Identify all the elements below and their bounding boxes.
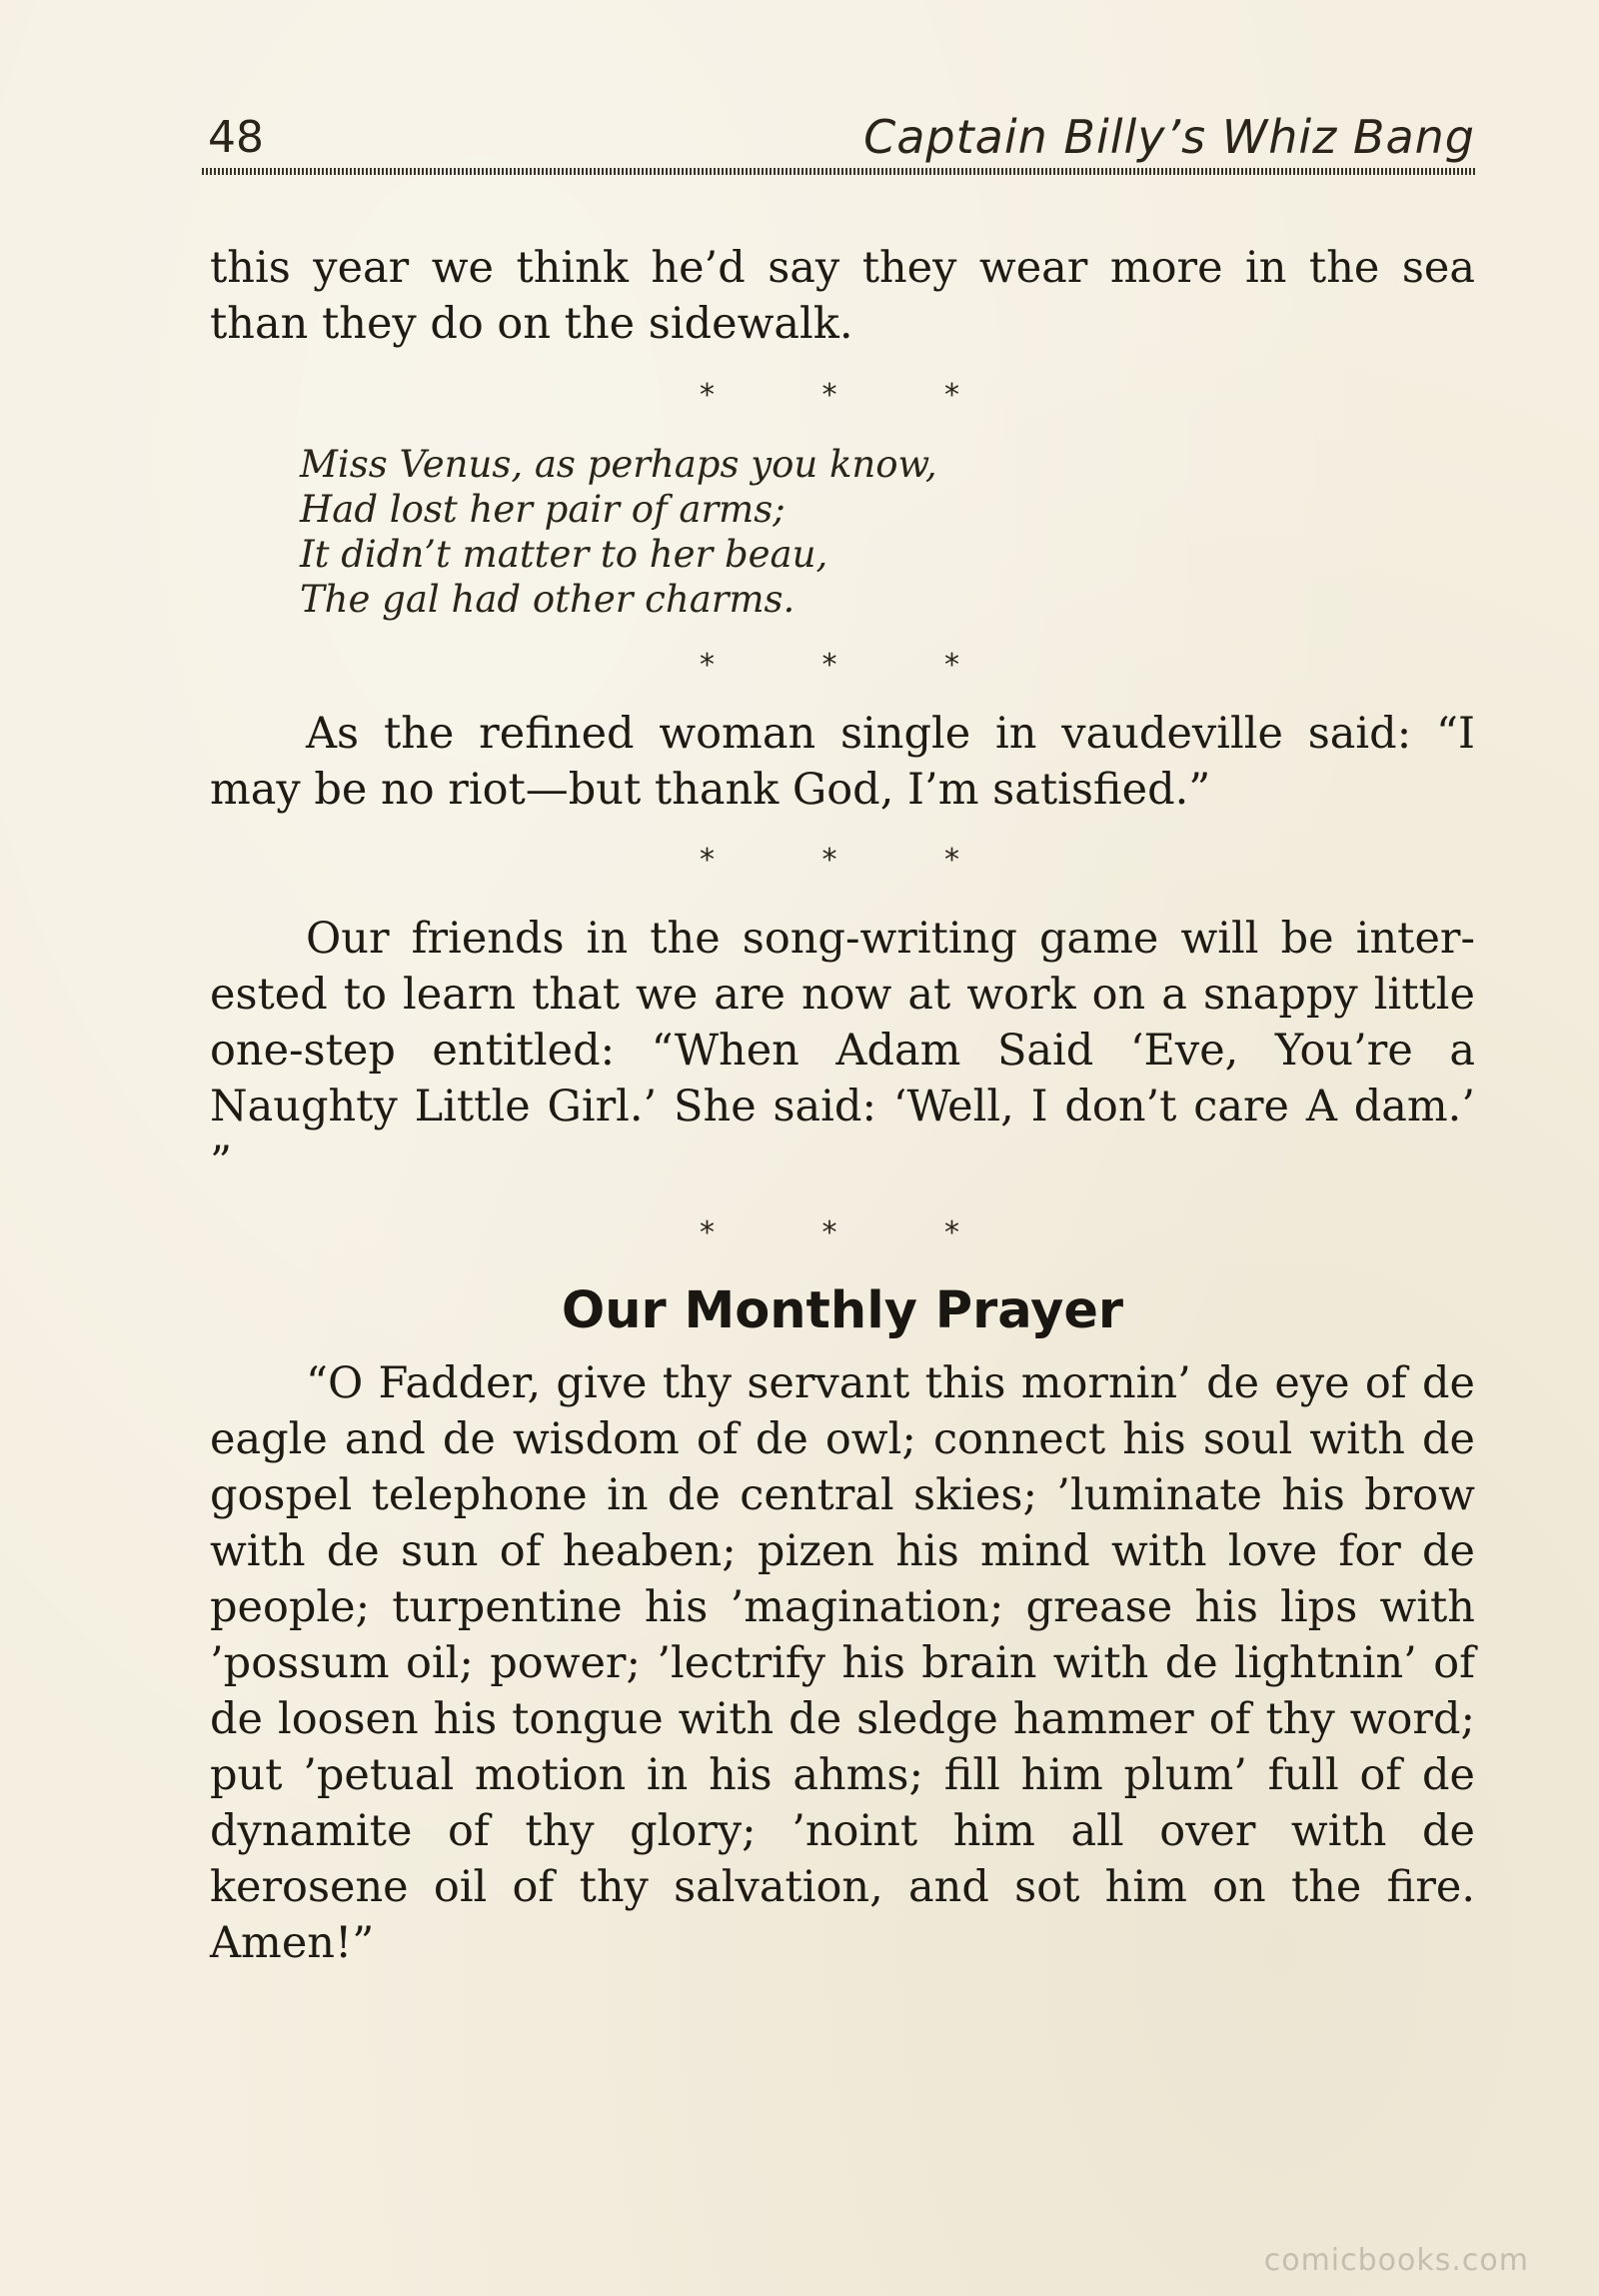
continuation-paragraph: this year we think he’d say they wear more in the sea than they do on the sidewalk.: [210, 243, 1475, 349]
separator-asterisk: *: [944, 378, 959, 413]
header-rule: [202, 168, 1475, 175]
prayer-paragraph: “O Fadder, give thy servant this mornin’ de eye of de eagle and de wisdom of de owl; connect his soul with de gospel telephone in de central skies; ’luminate his brow with de sun of heaben; pizen his mind with love for de people; turpentine his ’magination; grease his lips with ’possum oil; power; ’lectrify his brain with de lightnin’ of de loosen his tongue with de sledge hammer of thy word; put ’petual motion in his ahms; fill him plum’ full of de dynamite of thy glory; ’noint him all over with de kerosene oil of thy salvation, and sot him on the fire. Amen!”: [210, 1358, 1475, 1968]
separator-asterisk: *: [821, 1215, 837, 1250]
poem-line: Had lost her pair of arms;: [300, 488, 786, 531]
vaudeville-paragraph: As the refined woman single in vaudeville said: “I may be no riot—but thank God, I’m satisfied.”: [210, 709, 1475, 815]
section-separator: [700, 378, 959, 413]
running-title: Captain Billy’s Whiz Bang: [863, 110, 1475, 164]
watermark: comicbooks.com: [1263, 2243, 1529, 2278]
separator-asterisk: *: [944, 648, 959, 683]
venus-poem: [300, 442, 1099, 622]
page-header: [208, 104, 1475, 164]
separator-asterisk: *: [944, 843, 959, 878]
separator-asterisk: *: [821, 648, 837, 683]
song-writing-paragraph: Our friends in the song-writing game will be interested to learn that we are now at work on a snappy little one-step entitled: “When Adam Said ‘Eve, You’re a Naughty Little Girl.’ She said: ‘Well, I don’t care A dam.’ ”: [210, 914, 1475, 1187]
section-separator: [700, 1215, 959, 1250]
section-separator: [700, 648, 959, 683]
prayer-heading: Our Monthly Prayer: [561, 1281, 1124, 1340]
page-number: 48: [208, 112, 264, 163]
separator-asterisk: *: [700, 378, 715, 413]
separator-asterisk: *: [821, 378, 837, 413]
separator-asterisk: *: [700, 843, 715, 878]
separator-asterisk: *: [700, 648, 715, 683]
poem-line: Miss Venus, as perhaps you know,: [300, 443, 937, 486]
poem-line: The gal had other charms.: [300, 578, 796, 621]
separator-asterisk: *: [821, 843, 837, 878]
separator-asterisk: *: [944, 1215, 959, 1250]
poem-line: It didn’t matter to her beau,: [300, 533, 828, 576]
separator-asterisk: *: [700, 1215, 715, 1250]
section-separator: [700, 843, 959, 878]
